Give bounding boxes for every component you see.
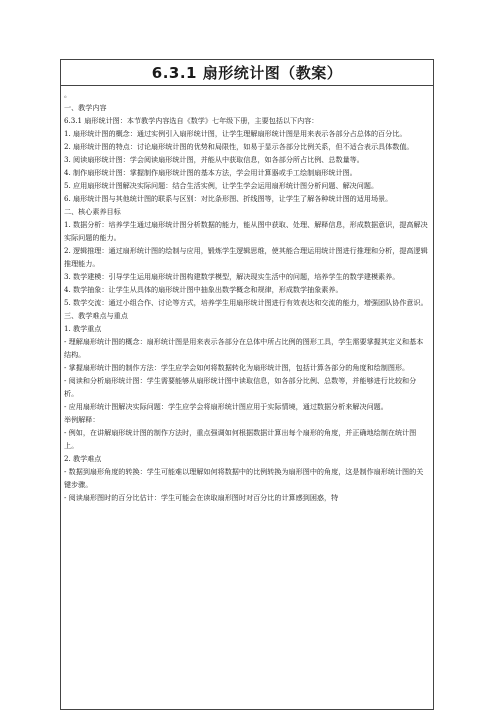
list-item: - 应用扇形统计图解决实际问题：学生应学会将扇形统计图应用于实际情境，通过数据分析来解决问题。 xyxy=(64,402,388,411)
list-item: 4. 制作扇形统计图：掌握制作扇形统计图的基本方法，学会用计算器或手工绘制扇形统计图。 xyxy=(64,168,357,177)
text-line: 举例解释： xyxy=(64,415,100,424)
list-item: - 理解扇形统计图的概念：扇形统计图是用来表示各部分在总体中所占比例的图形工具，学生需要掌握其定义和基本结构。 xyxy=(64,337,424,359)
list-item: - 掌握扇形统计图的制作方法：学生应学会如何将数据转化为扇形统计图，包括计算各部分的角度和绘制图形。 xyxy=(64,363,410,372)
list-item: - 数据到扇形角度的转换：学生可能难以理解如何将数据中的比例转换为扇形图中的角度，这是制作扇形统计图的关键步骤。 xyxy=(64,467,424,489)
subsection-heading: 1. 教学重点 xyxy=(64,324,102,333)
list-item: 1. 数据分析：培养学生通过扇形统计图分析数据的能力，能从图中获取、处理、解释信息，形成数据意识，提高解决实际问题的能力。 xyxy=(64,220,428,242)
list-item: 5. 数学交流：通过小组合作、讨论等方式，培养学生用扇形统计图进行有效表达和交流的能力，增强团队协作意识。 xyxy=(64,298,428,307)
list-item: 1. 扇形统计图的概念：通过实例引入扇形统计图，让学生理解扇形统计图是用来表示各部分占总体的百分比。 xyxy=(64,129,407,138)
list-item: 2. 逻辑推理：通过扇形统计图的绘制与应用，锻炼学生逻辑思维，使其能合理运用统计图进行推理和分析，提高逻辑推理能力。 xyxy=(64,246,428,268)
list-item: - 阅读扇形图时的百分比估计：学生可能会在读取扇形图时对百分比的计算感到困惑，特 xyxy=(64,493,339,502)
section-heading: 三、教学难点与重点 xyxy=(64,311,128,320)
list-item: - 例如，在讲解扇形统计图的制作方法时，重点强调如何根据数据计算出每个扇形的角度，并正确地绘制在统计图上。 xyxy=(64,428,417,450)
list-item: - 阅读和分析扇形统计图：学生需要能够从扇形统计图中读取信息，如各部分比例、总数等，并能够进行比较和分析。 xyxy=(64,376,417,398)
section-heading: 二、核心素养目标 xyxy=(64,207,121,216)
text-line: 。 xyxy=(64,90,72,99)
list-item: 3. 数学建模：引导学生运用扇形统计图构建数学模型，解决现实生活中的问题，培养学生的数学建模素养。 xyxy=(64,272,400,281)
list-item: 4. 数学抽象：让学生从具体的扇形统计图中抽象出数学概念和规律，形成数学抽象素养。 xyxy=(64,285,343,294)
document-title: 6.3.1 扇形统计图（教案） xyxy=(61,60,433,86)
list-item: 6. 扇形统计图与其他统计图的联系与区别：对比条形图、折线图等，让学生了解各种统计图的适用场景。 xyxy=(64,194,393,203)
section-heading: 一、教学内容 xyxy=(64,103,107,112)
document-body xyxy=(64,88,430,504)
list-item: 2. 扇形统计图的特点：讨论扇形统计图的优势和局限性，如易于显示各部分比例关系，但不适合表示具体数值。 xyxy=(64,142,414,151)
list-item: 3. 阅读扇形统计图：学会阅读扇形统计图，并能从中获取信息，如各部分所占比例、总数量等。 xyxy=(64,155,364,164)
list-item: 5. 应用扇形统计图解决实际问题：结合生活实例，让学生学会运用扇形统计图分析问题、解决问题。 xyxy=(64,181,379,190)
text-line: 6.3.1 扇形统计图：本节教学内容选自《数学》七年级下册，主要包括以下内容： xyxy=(64,116,319,125)
subsection-heading: 2. 教学难点 xyxy=(64,454,102,463)
